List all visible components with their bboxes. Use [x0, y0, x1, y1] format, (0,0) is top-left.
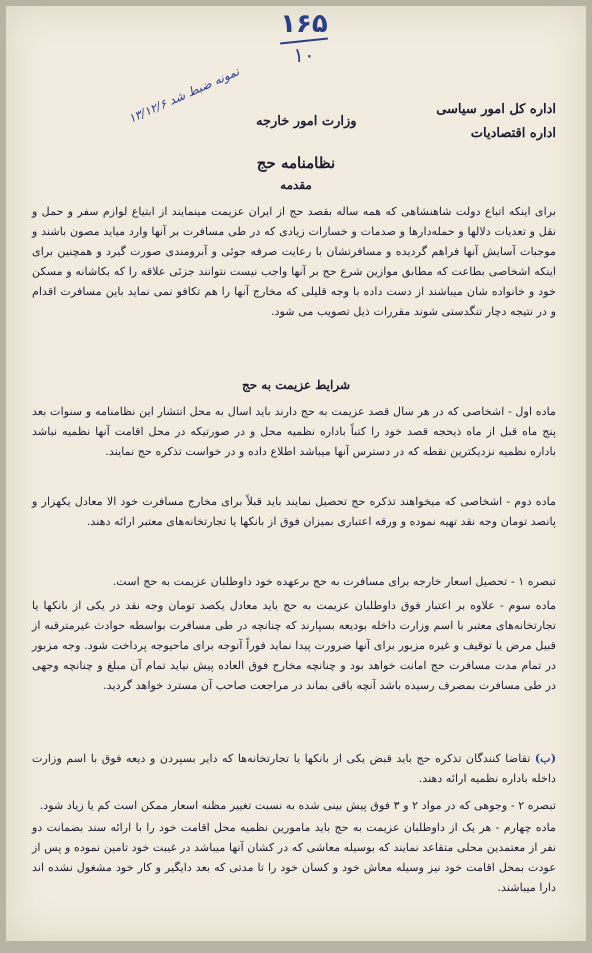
department-block: [436, 98, 556, 146]
article-1: ماده اول - اشخاصی که در هر سال قصد عزیمت به حج دارند باید اسال به محل انتشار این نظامنامه و سنوات بعد پنج ماه قبل از ماه ذیحجه قصد خود را کتباً باداره نظمیه محل و در صورتیکه در محل اقامت آنها نظمیه نباشد باداره نظمیه نزدیکترین نقطه که در دسترس آنها میباشد اطلاع داده و در خواست تذکره حج نمایند.: [32, 405, 556, 458]
note-deposit-text: تقاضا کنندگان تذکره حج باید قبض یکی از بانکها یا تجارتخانه‌ها که دایر بسپردن و دیعه فوق با اسم وزارت داخله باداره نظمیه ارائه دهند.: [32, 752, 556, 785]
document-page: [6, 6, 586, 941]
note-2: تبصره ۲ - وجوهی که در مواد ۲ و ۳ فوق پیش بینی شده به نسبت تغییر مظنه اسعار ممکن است کم یا زیاد شود.: [39, 799, 556, 812]
note-deposit-mark: (ب): [534, 751, 556, 765]
intro-heading: مقدمه: [280, 178, 312, 192]
article-3: ماده سوم - علاوه بر اعتبار فوق داوطلبان عزیمت به حج باید معادل یکصد تومان وجه نقد در یکی از بانکها یا تجارتخانه‌های معتبر با اسم وزارت داخله بودیعه بسپارند که چنانچه در طی مسافرت بواسطه حوادث غیرمترقبه از قبیل مرض یا توقیف و غیره مزبور برای آنها ضرورت پیدا نماید فوراً آنوجه برای ماحیوجه پرداخت شود. وجه مزبور در تمام مدت مسافرت حج امانت خواهد بود و چنانچه مخارج فوق العاده پیش نیاید تمام آن مبلغ و چنانچه وجهی در طی مسافرت بمصرف رسیده باشد آنچه باقی بماند در مراجعت صاحب آن مسترد خواهد گردید.: [32, 599, 556, 692]
note-1: تبصره ۱ - تحصیل اسعار خارجه برای مسافرت به حج برعهده خود داوطلبان عزیمت به حج است.: [112, 575, 556, 588]
document-title: نظامنامه حج: [256, 154, 336, 172]
section-heading-conditions: شرایط عزیمت به حج: [241, 378, 351, 392]
department-line-1: اداره کل امور سیاسی: [436, 102, 556, 117]
handwritten-note: نمونه ضبط شد ۱۳/۱۲/۶: [126, 64, 242, 126]
intro-paragraph: برای اینکه اتباع دولت شاهنشاهی که همه ساله بقصد حج از ایران عزیمت مینمایند از ابتیاع لوازم سفر و حمل و نقل و تعدیات دلالها و حمله‌دارها و صدمات و خسارات زیادی که در طی مسافرت بر آنها وارد میاید مصون باشند و موجبات آسایش آنها فراهم گردیده و مسافرتشان با رعایت صرفه جوئی و آبرومندی صورت گیرد و همچنین برای اینکه اشخاصی بطاعت که مطابق موازین شرع حج بر آنها واجب نیست نتوانند جزئی علاقه را که بکاشانه و مسکن خود و خانواده شان میباشند از دست داده با وجه قلیلی که مخارج آنها را هم تکافو نمی نماید باین مسافرت اقدام و در نتیجه دچار تنگدستی شوند مقررات ذیل تصویب می شود.: [32, 205, 556, 318]
article-2: ماده دوم - اشخاصی که میخواهند تذکره حج تحصیل نمایند باید قبلاً برای مخارج مسافرت خود الا معادل یکهزار و پانصد تومان وجه نقد تهیه نموده و ورقه اعتباری بمیزان فوق از بانکها یا تجارتخانه‌های معتبر ارائه دهند.: [32, 495, 556, 528]
folio-bottom: ۱۰: [293, 43, 315, 67]
folio-top: ۱۶۵: [280, 9, 328, 39]
department-line-2: اداره اقتصادیات: [470, 126, 556, 141]
ministry-name: وزارت امور خارجه: [256, 114, 357, 129]
folio-number: [274, 10, 334, 66]
note-deposit: [32, 748, 556, 789]
article-4: ماده چهارم - هر یک از داوطلبان عزیمت به حج باید مامورین نظمیه محل اقامت خود را با ارائه سند بضمانت دو نفر از معتمدین محلی متقاعد نمایند که بوسیله معاشی که در کشان آنها میباشد در غیبت خود تامین نموده و پس از عودت بمحل اقامت خود نیز وسیله معاش خود و کسان خود را تا مدتی که بعد دایگیر و کار خود مشغول نشده اند دارا میباشند.: [32, 821, 556, 894]
